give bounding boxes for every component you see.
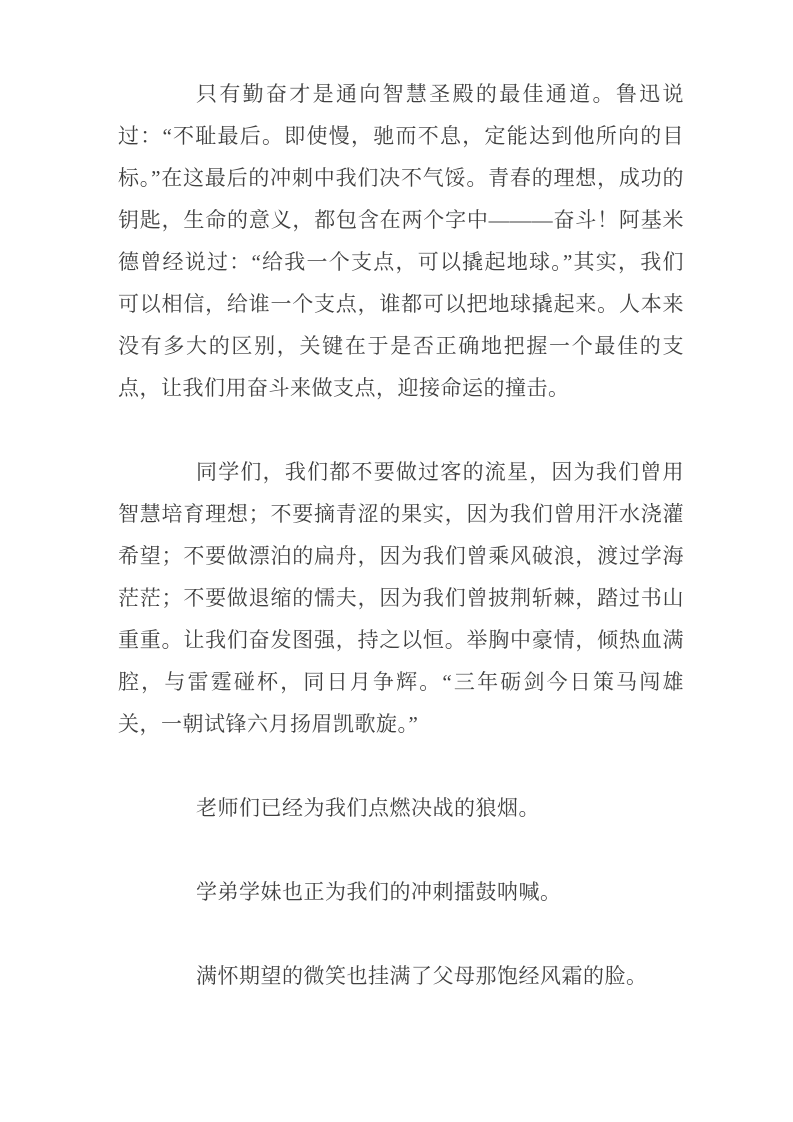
paragraph-2: 同学们，我们都不要做过客的流星，因为我们曾用智慧培育理想；不要摘青涩的果实，因为我们曾用汗水浇灌希望；不要做漂泊的扁舟，因为我们曾乘风破浪，渡过学海茫茫；不要做退缩的懦夫，因为我们曾披荆斩棘，踏过书山重重。让我们奋发图强，持之以恒。举胸中豪情，倾热血满腔，与雷霆碰杯，同日月争辉。“三年砺剑今日策马闯雄关，一朝试锋六月扬眉凯歌旋。”	[118, 460, 684, 736]
paragraph-3: 老师们已经为我们点燃决战的狼烟。	[196, 796, 540, 820]
document-body-text	[118, 73, 684, 1039]
paragraph-1: 只有勤奋才是通向智慧圣殿的最佳通道。鲁迅说过：“不耻最后。即使慢，驰而不息，定能达到他所向的目标。”在这最后的冲刺中我们决不气馁。青春的理想，成功的钥匙，生命的意义，都包含在两个字中———奋斗！阿基米德曾经说过：“给我一个支点，可以撬起地球。”其实，我们可以相信，给谁一个支点，谁都可以把地球撬起来。人本来没有多大的区别，关键在于是否正确地把握一个最佳的支点，让我们用奋斗来做支点，迎接命运的撞击。	[118, 82, 684, 400]
paragraph-5: 满怀期望的微笑也挂满了父母那饱经风霜的脸。	[196, 964, 648, 988]
paragraph-4: 学弟学妹也正为我们的冲刺擂鼓呐喊。	[196, 880, 562, 904]
